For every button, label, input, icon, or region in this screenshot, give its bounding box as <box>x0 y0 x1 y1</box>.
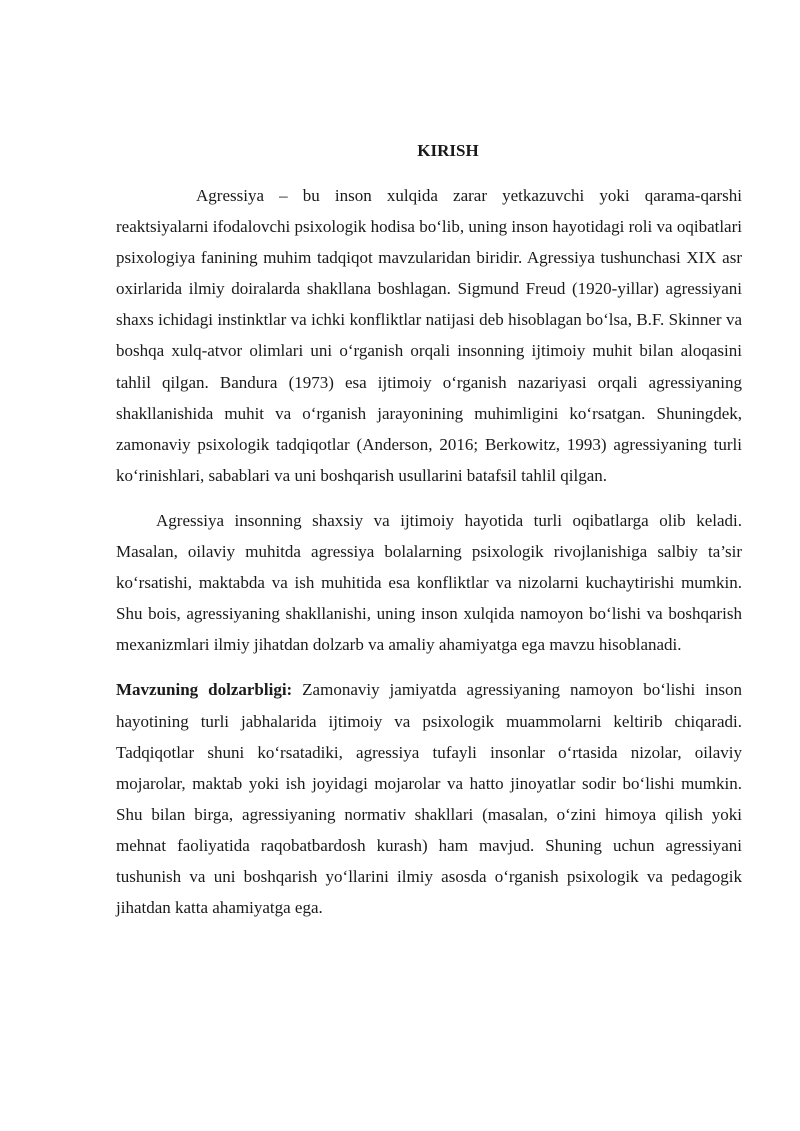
paragraph-relevance <box>116 674 742 923</box>
paragraph-introduction: Agressiya – bu inson xulqida zarar yetkazuvchi yoki qarama-qarshi reaktsiyalarni ifodalovchi psixologik hodisa bo‘lib, uning inson hayotidagi roli va oqibatlari psixologiya fanining muhim tadqiqot mavzularidan biridir. Agressiya tushunchasi XIX asr oxirlarida ilmiy doiralarda shakllana boshlagan. Sigmund Freud (1920-yillar) agressiyani shaxs ichidagi instinktlar va ichki konfliktlar natijasi deb hisoblagan bo‘lsa, B.F. Skinner va boshqa xulq-atvor olimlari uni o‘rganish orqali insonning ijtimoiy muhit bilan aloqasini tahlil qilgan. Bandura (1973) esa ijtimoiy o‘rganish nazariyasi orqali agressiyaning shakllanishida muhit va o‘rganish jarayonining muhimligini ko‘rsatgan. Shuningdek, zamonaviy psixologik tadqiqotlar (Anderson, 2016; Berkowitz, 1993) agressiyaning turli ko‘rinishlari, sabablari va uni boshqarish usullarini batafsil tahlil qilgan. <box>116 186 742 485</box>
relevance-text: Zamonaviy jamiyatda agressiyaning namoyon bo‘lishi inson hayotining turli jabhalarida ijtimoiy va psixologik muammolarni keltirib chiqaradi. Tadqiqotlar shuni ko‘rsatadiki, agressiya tufayli insonlar o‘rtasida nizolar, oilaviy mojarolar, maktab yoki ish joyidagi mojarolar va hatto jinoyatlar sodir bo‘lishi mumkin. Shu bilan birga, agressiyaning normativ shakllari (masalan, o‘zini himoya qilish yoki mehnat faoliyatida raqobatbardosh kurash) ham mavjud. Shuning uchun agressiyani tushunish va uni boshqarish yo‘llarini ilmiy asosda o‘rganish psixologik va pedagogik jihatdan katta ahamiyatga ega. <box>116 680 742 918</box>
document-page <box>116 138 742 923</box>
page-title: KIRISH <box>417 141 479 160</box>
paragraph-consequences: Agressiya insonning shaxsiy va ijtimoiy hayotida turli oqibatlarga olib keladi. Masalan, oilaviy muhitda agressiya bolalarning psixologik rivojlanishiga salbiy ta’sir ko‘rsatishi, maktabda va ish muhitida esa konfliktlar va nizolarni kuchaytirishi mumkin. Shu bois, agressiyaning shakllanishi, uning inson xulqida namoyon bo‘lishi va boshqarish mexanizmlari ilmiy jihatdan dolzarb va amaliy ahamiyatga ega mavzu hisoblanadi. <box>116 510 742 655</box>
relevance-heading: Mavzuning dolzarbligi: <box>116 680 293 700</box>
